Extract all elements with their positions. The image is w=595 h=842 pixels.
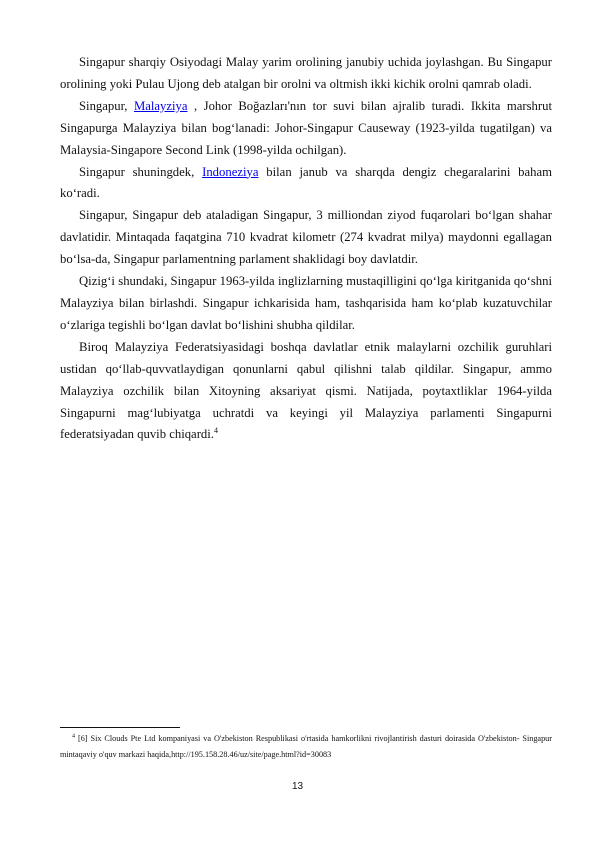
paragraph-2 xyxy=(60,96,552,162)
footnote-divider xyxy=(60,727,180,728)
paragraph-6-text: Biroq Malayziya Federatsiyasidagi boshqa davlatlar etnik malaylarni ozchilik guruhlari ustidan qo‘llab-quvvatlaydigan qonunlarni qabul qilishni talab qildilar. Singapur, ammo Malayziya ozchilik bilan Xitoyning aksariyat qismi. Natijada, poytaxtliklar 1964-yilda Singapurni mag‘lubiyatga uchratdi va keyingi yil Malayziya parlamenti Singapurni federatsiyadan quvib chiqardi. xyxy=(60,339,552,442)
paragraph-4-text: Singapur, Singapur deb ataladigan Singapur, 3 milliondan ziyod fuqarolari bo‘lgan shahar davlatidir. Mintaqada faqatgina 710 kvadrat kilometr (274 kvadrat milya) maydonni egallagan bo‘lsa-da, Singapur parlamentning parlament shaklidagi boy davlatdir. xyxy=(60,208,552,267)
body-text xyxy=(60,52,552,446)
page-number: 13 xyxy=(291,781,304,792)
paragraph-5 xyxy=(60,271,552,337)
paragraph-3-text-end: bilan janub va sharqda dengiz chegaralarini baham ko‘radi. xyxy=(60,164,552,201)
indoneziya-link[interactable]: Indoneziya xyxy=(202,164,259,179)
paragraph-3-text-start: Singapur shuningdek, xyxy=(79,164,203,179)
paragraph-3 xyxy=(60,162,552,206)
paragraph-2-text-start: Singapur, xyxy=(79,98,134,113)
footnote-text: [6] Six Clouds Pte Ltd kompaniyasi va O'zbekiston Respublikasi o'rtasida hamkorlikni rivojlantirish dasturi doirasida O'zbekiston- Singapur mintaqaviy o'quv markazi haqida,http://195.158.28.46/uz/site/page.html?id=30083 xyxy=(60,734,552,759)
paragraph-1 xyxy=(60,52,552,96)
paragraph-4 xyxy=(60,205,552,271)
paragraph-6 xyxy=(60,337,552,447)
paragraph-5-text: Qizig‘i shundaki, Singapur 1963-yilda inglizlarning mustaqilligini qo‘lga kiritganida qo‘shni Malayziya bilan birlashdi. Singapur ichkarisida ham, tashqarisida ham ko‘plab kuzatuvchilar o‘zlariga tegishli bo‘lgan davlat bo‘lishini shubha qildilar. xyxy=(60,274,552,332)
paragraph-2-text-end: , Johor Boğazları'nın tor suvi bilan ajralib turadi. Ikkita marshrut Singapurga Malayziya bilan bog‘lanadi: Johor-Singapur Causeway (1923-yilda tugatilgan) va Malaysia-Singapore Second Link (1998-yilda ochilgan). xyxy=(60,98,552,157)
malayziya-link[interactable]: Malayziya xyxy=(133,98,188,113)
footnote-reference[interactable]: 4 xyxy=(213,426,218,436)
footnote-number: 4 xyxy=(72,733,75,740)
paragraph-1-text: Singapur sharqiy Osiyodagi Malay yarim orolining janubiy uchida joylashgan. Bu Singapur orolining yoki Pulau Ujong deb atalgan bir orolni va oltmish ikki kichik orolni qamrab oladi. xyxy=(60,55,552,91)
footnote xyxy=(60,731,552,763)
